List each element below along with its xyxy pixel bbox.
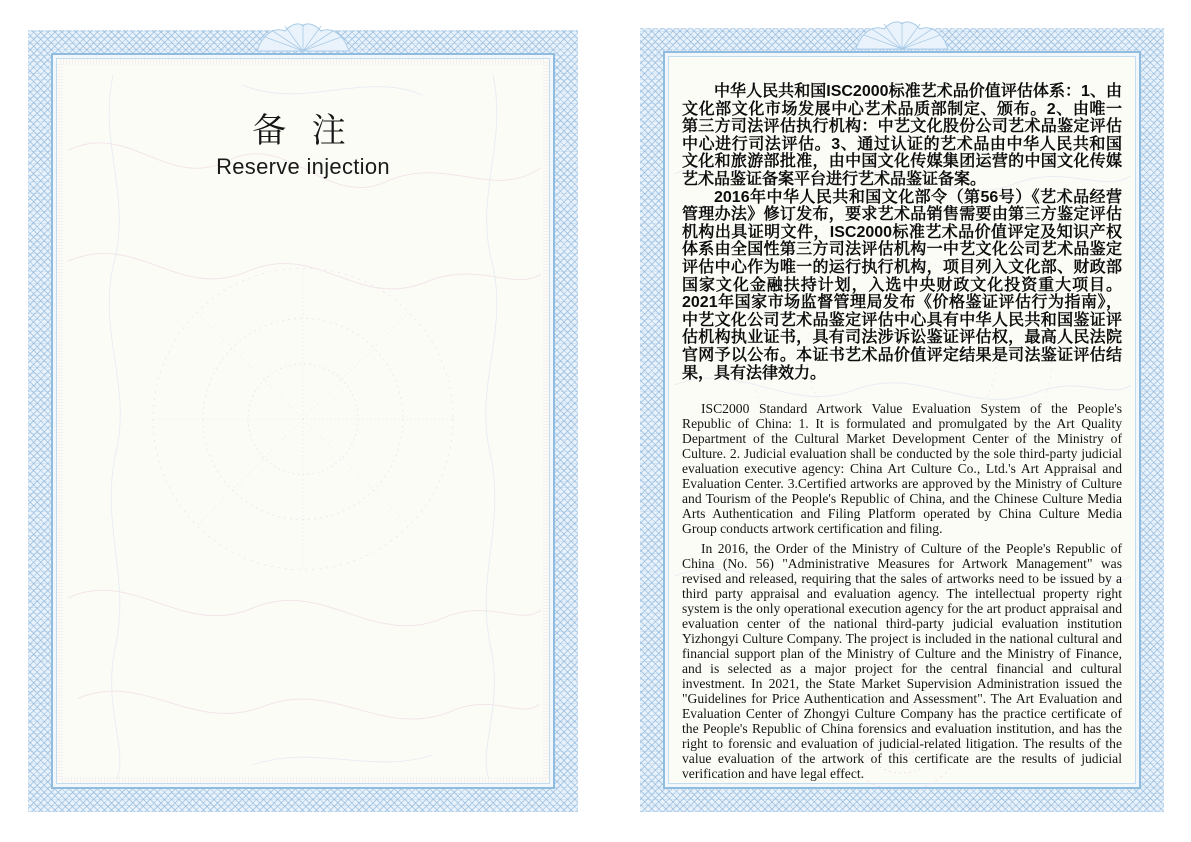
remarks-title-en: Reserve injection [216, 154, 390, 179]
left-page [28, 30, 578, 812]
remarks-title-cn: 备 注 [252, 112, 354, 150]
certificate-text [665, 53, 1139, 781]
sunburst-medallion-icon [854, 19, 950, 51]
cn-paragraph-1: 中华人民共和国ISC2000标准艺术品价值评估体系：1、由文化部文化市场发展中心艺术品质部制定、颁布。2、由唯一第三方司法评估执行机构：中艺文化股份公司艺术品鉴定评估中心进行司法评估。3、通过认证的艺术品由中华人民共和国文化和旅游部批准，由中国文化传媒集团运营的中国文化传媒艺术品鉴证备案平台进行艺术品鉴证备案。 [682, 83, 1122, 188]
sunburst-medallion-icon [255, 21, 351, 53]
remarks-title-block [53, 55, 553, 180]
right-page [640, 28, 1164, 812]
right-page-panel [663, 51, 1141, 789]
left-page-panel [51, 53, 555, 789]
en-paragraph-1: ISC2000 Standard Artwork Value Evaluation System of the People's Republic of China: 1. It is formulated and promulgated by the Art Quality Department of the Cultural Market Development Center of the Ministry of Culture. 2. Judicial evaluation shall be conducted by the sole third-party judicial evaluation executive agency: China Art Culture Co., Ltd.'s Art Appraisal and Evaluation Center. 3.Certified artworks are approved by the Ministry of Culture and Tourism of the People's Republic of China, and the Chinese Culture Media Arts Authentication and Filing Platform operated by China Culture Media Group conducts artwork certification and filing. [682, 401, 1122, 537]
en-paragraph-2: In 2016, the Order of the Ministry of Culture of the People's Republic of China (No. 56) "Administrative Measures for Artwork Management" was revised and released, requiring that the sales of artworks need to be issued by a third party appraisal and evaluation agency. The intellectual property right system is the only operational execution agency for the art product appraisal and evaluation center of the national third-party judicial evaluation institution Yizhongyi Culture Company. The project is included in the national cultural and financial support plan of the Ministry of Culture and the Ministry of Finance, and is selected as a major project for the central financial and cultural investment. In 2021, the State Market Supervision Administration issued the "Guidelines for Price Authentication and Assessment". The Art Evaluation and Evaluation Center of Zhongyi Culture Company has the practice certificate of the People's Republic of China forensics and evaluation institution, and has the right to forensic and evaluation of judicial-related litigation. The results of the value evaluation of the artwork of this certificate are the results of judicial verification and have legal effect. [682, 541, 1122, 782]
cn-paragraph-2: 2016年中华人民共和国文化部令（第56号）《艺术品经营管理办法》修订发布，要求艺术品销售需要由第三方鉴定评估机构出具证明文件，ISC2000标准艺术品价值评定及知识产权体系由全国性第三方司法评估机构一中艺文化公司艺术品鉴定评估中心作为唯一的运行执行机构，项目列入文化部、财政部国家文化金融扶持计划，入选中央财政文化投资重大项目。2021年国家市场监督管理局发布《价格鉴证评估行为指南》，中艺文化公司艺术品鉴定评估中心具有中华人民共和国鉴证评估机构执业证书，具有司法涉诉讼鉴证评估权，最高人民法院官网予以公布。本证书艺术品价值评定结果是司法鉴证评估结果，具有法律效力。 [682, 188, 1122, 382]
